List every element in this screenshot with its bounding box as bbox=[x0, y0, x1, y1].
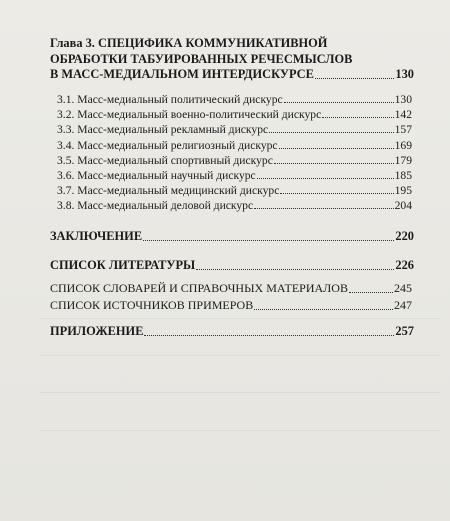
toc-entry-label: 3.7. Масс-медиальный медицинский дискурс bbox=[57, 184, 280, 197]
toc-entry-page: 142 bbox=[394, 108, 412, 121]
toc-entry-label: СПИСОК ЛИТЕРАТУРЫ bbox=[50, 258, 196, 272]
toc-entry-page: 185 bbox=[394, 169, 412, 182]
toc-entry-3-7[interactable] bbox=[57, 184, 412, 197]
leader-dots bbox=[280, 193, 393, 194]
leader-dots bbox=[315, 78, 395, 79]
chapter-title-line-3: В МАСС-МЕДИАЛЬНОМ ИНТЕРДИСКУРСЕ bbox=[50, 67, 314, 81]
toc-entry-appendix[interactable] bbox=[50, 324, 414, 339]
toc-entry-3-4[interactable] bbox=[57, 139, 412, 152]
chapter-title-line-1: Глава 3. СПЕЦИФИКА КОММУНИКАТИВНОЙ bbox=[50, 36, 328, 50]
chapter-title-line-2: ОБРАБОТКИ ТАБУИРОВАННЫХ РЕЧЕСМЫСЛОВ bbox=[50, 52, 353, 66]
leader-dots bbox=[322, 117, 393, 118]
toc-entry-page: 179 bbox=[394, 154, 412, 167]
toc-entry-3-2[interactable] bbox=[57, 108, 412, 121]
toc-entry-page: 157 bbox=[394, 123, 412, 136]
toc-entry-dictionaries[interactable] bbox=[50, 281, 412, 296]
toc-entry-label: 3.5. Масс-медиальный спортивный дискурс bbox=[57, 154, 273, 167]
leader-dots bbox=[269, 132, 393, 133]
toc-entry-3-8[interactable] bbox=[57, 199, 412, 212]
toc-entry-label: 3.4. Масс-медиальный религиозный дискурс bbox=[57, 139, 278, 152]
toc-entry-label: ЗАКЛЮЧЕНИЕ bbox=[50, 229, 143, 243]
toc-entry-page: 195 bbox=[394, 184, 412, 197]
toc-entry-references[interactable] bbox=[50, 258, 414, 273]
toc-entry-page: 204 bbox=[394, 199, 412, 212]
toc-entry-3-6[interactable] bbox=[57, 169, 412, 182]
toc-entry-label: 3.1. Масс-медиальный политический дискурс bbox=[57, 93, 283, 106]
toc-entry-label: СПИСОК СЛОВАРЕЙ И СПРАВОЧНЫХ МАТЕРИАЛОВ bbox=[50, 281, 348, 295]
toc-entry-page: 257 bbox=[395, 324, 414, 338]
toc-entry-label: 3.6. Масс-медиальный научный дискурс bbox=[57, 169, 256, 182]
chapter-title-row bbox=[50, 67, 414, 82]
toc-entry-3-3[interactable] bbox=[57, 123, 412, 136]
toc-entry-conclusion[interactable] bbox=[50, 229, 414, 244]
toc-entry-label: 3.8. Масс-медиальный деловой дискурс bbox=[57, 199, 254, 212]
toc-entry-3-5[interactable] bbox=[57, 154, 412, 167]
leader-dots bbox=[144, 335, 394, 336]
chapter-page-number: 130 bbox=[395, 67, 414, 81]
leader-dots bbox=[349, 292, 393, 293]
toc-entry-label: ПРИЛОЖЕНИЕ bbox=[50, 324, 144, 338]
toc-entry-page: 226 bbox=[395, 258, 414, 272]
leader-dots bbox=[254, 309, 393, 310]
leader-dots bbox=[274, 163, 394, 164]
leader-dots bbox=[257, 178, 394, 179]
leader-dots bbox=[143, 240, 394, 241]
leader-dots bbox=[279, 148, 394, 149]
bleed-through-line bbox=[40, 392, 440, 393]
toc-entry-page: 245 bbox=[394, 281, 412, 295]
toc-entry-3-1[interactable] bbox=[57, 93, 412, 106]
toc-entry-label: 3.2. Масс-медиальный военно-политический дискурс bbox=[57, 108, 322, 121]
bleed-through-line bbox=[40, 430, 440, 431]
leader-dots bbox=[196, 269, 394, 270]
toc-entry-sources[interactable] bbox=[50, 298, 412, 313]
leader-dots bbox=[254, 208, 393, 209]
leader-dots bbox=[284, 102, 394, 103]
toc-entry-label: СПИСОК ИСТОЧНИКОВ ПРИМЕРОВ bbox=[50, 298, 254, 312]
toc-entry-page: 169 bbox=[394, 139, 412, 152]
bleed-through-line bbox=[40, 355, 440, 356]
toc-entry-page: 130 bbox=[394, 93, 412, 106]
toc-entry-page: 220 bbox=[395, 229, 414, 243]
toc-entry-label: 3.3. Масс-медиальный рекламный дискурс bbox=[57, 123, 269, 136]
bleed-through-line bbox=[40, 318, 440, 319]
toc-entry-page: 247 bbox=[394, 298, 412, 312]
